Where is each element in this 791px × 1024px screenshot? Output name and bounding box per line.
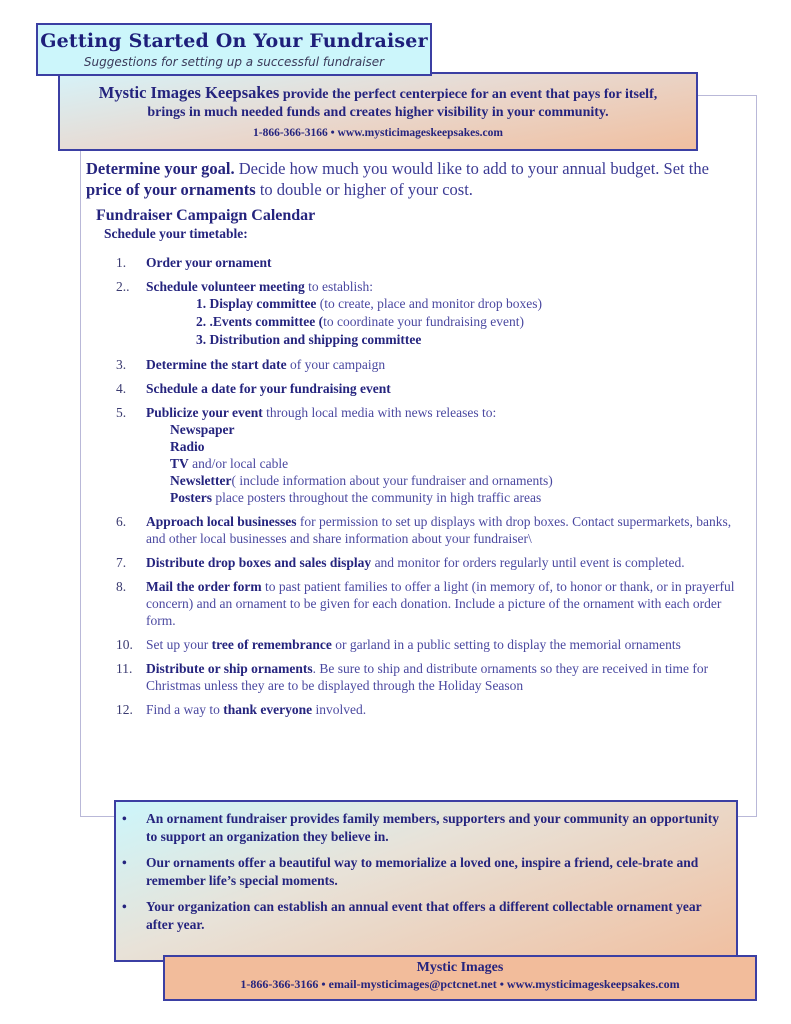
media-name: Newsletter [170, 473, 232, 488]
step-number: 6. [116, 514, 127, 529]
benefit-text: An ornament fundraiser provides family members, supporters and your community an opportunity to support an organization they believe in. [146, 811, 720, 844]
step-text: Find a way to [146, 702, 224, 717]
media-desc: ( include information about your fundraiser and ornaments) [231, 473, 553, 488]
footer-banner [163, 955, 757, 1001]
step-item [110, 578, 746, 629]
benefit-text: Our ornaments offer a beautiful way to memorialize a loved one, inspire a friend, cele-brate and remember life’s special moments. [146, 855, 699, 888]
main-content [86, 158, 746, 725]
step-emphasis: Determine the start date [146, 357, 287, 372]
committee-item [196, 331, 746, 349]
page-title: Getting Started On Your Fundraiser [40, 30, 428, 52]
step-emphasis: Order your ornament [146, 255, 272, 270]
benefit-item [116, 810, 736, 846]
step-number: 11. [116, 661, 133, 676]
intro-line1: provide the perfect centerpiece for an event that pays for itself, [279, 87, 658, 102]
media-name: TV [170, 456, 189, 471]
step-emphasis: thank everyone [223, 702, 313, 717]
step-emphasis: Schedule a date for your fundraising event [146, 381, 391, 396]
goal-text-end: to double or higher of your cost. [255, 180, 473, 199]
committee-item [196, 295, 746, 313]
step-number: 4. [116, 381, 127, 396]
step-item [110, 554, 746, 571]
committee-name: 2. .Events committee ( [196, 314, 324, 329]
step-item [110, 380, 746, 397]
step-emphasis: Distribute drop boxes and sales display [146, 555, 372, 570]
step-text: involved. [312, 702, 367, 717]
step-text: to past patient families to offer a light (in memory of, to honor or thank, or in prayerful concern) and an ornament to be given for each donation. Include a picture of the ornament with each order form. [146, 579, 735, 628]
intro-line2: brings in much needed funds and creates higher visibility in your community. [147, 105, 609, 120]
step-text: . Be sure to ship and distribute ornaments so they are received in time for Christmas unless they are to be displayed through the Holiday Season [146, 661, 709, 693]
step-number: 7. [116, 555, 127, 570]
media-name: Radio [170, 439, 205, 454]
step-item [110, 513, 746, 547]
step-emphasis: Approach local businesses [146, 514, 297, 529]
committee-list [196, 295, 746, 349]
calendar-title: Fundraiser Campaign Calendar [96, 207, 316, 224]
bullet-icon: • [122, 899, 127, 914]
media-desc: place posters throughout the community in high traffic areas [211, 490, 542, 505]
step-number: 3. [116, 357, 127, 372]
step-item [110, 278, 746, 349]
goal-heading: Determine your goal. [86, 159, 235, 178]
committee-name: 3. Distribution and shipping committee [196, 332, 422, 347]
intro-contact [60, 127, 696, 139]
media-item [170, 438, 746, 455]
step-emphasis: tree of remembrance [211, 637, 332, 652]
step-text: for permission to set up displays with drop boxes. Contact supermarkets, banks, and other local businesses and share information about your fundraiser\ [146, 514, 732, 546]
step-number: 12. [116, 702, 133, 717]
committee-item [196, 313, 746, 331]
step-number: 2.. [116, 279, 130, 294]
step-emphasis: Publicize your event [146, 405, 263, 420]
step-item [110, 701, 746, 718]
step-text: Set up your [146, 637, 212, 652]
step-text: and monitor for orders regularly until event is completed. [371, 555, 685, 570]
separator: • [327, 127, 338, 139]
footer-company: Mystic Images [416, 960, 504, 975]
step-emphasis: Schedule volunteer meeting [146, 279, 305, 294]
website-link[interactable]: www.mysticimageskeepsakes.com [337, 127, 503, 139]
step-text: through local media with news releases to: [262, 405, 497, 420]
media-name: Newspaper [170, 422, 235, 437]
footer-contact: 1-866-366-3166 • email-mysticimages@pctcnet.net • www.mysticimageskeepsakes.com [240, 977, 680, 991]
title-banner [36, 23, 432, 76]
step-number: 10. [116, 637, 133, 652]
step-number: 5. [116, 405, 127, 420]
page-subtitle: Suggestions for setting up a successful fundraiser [83, 55, 385, 69]
phone-number: 1-866-366-3166 [253, 127, 328, 139]
benefit-text: Your organization can establish an annual event that offers a different collectable ornament year after year. [146, 899, 702, 932]
bullet-icon: • [122, 811, 127, 826]
committee-desc: (to create, place and monitor drop boxes) [316, 296, 543, 311]
media-item [170, 455, 746, 472]
step-text: of your campaign [286, 357, 386, 372]
media-name: Posters [170, 490, 212, 505]
benefits-list [116, 810, 736, 934]
benefits-box [114, 800, 738, 962]
committee-name: 1. Display committee [196, 296, 317, 311]
benefit-item [116, 854, 736, 890]
goal-paragraph [86, 158, 746, 200]
media-desc: and/or local cable [188, 456, 289, 471]
brand-name: Mystic Images Keepsakes [98, 83, 280, 102]
step-item [110, 636, 746, 653]
bullet-icon: • [122, 855, 127, 870]
step-item [110, 404, 746, 506]
goal-emphasis: price of your ornaments [86, 180, 256, 199]
step-item [110, 356, 746, 373]
calendar-subtitle: Schedule your timetable: [104, 226, 248, 241]
intro-banner [58, 72, 698, 151]
step-list [110, 254, 746, 718]
intro-text [60, 84, 696, 122]
benefit-item [116, 898, 736, 934]
media-list [170, 421, 746, 506]
step-text: or garland in a public setting to display the memorial ornaments [331, 637, 681, 652]
step-number: 8. [116, 579, 127, 594]
step-emphasis: Distribute or ship ornaments [146, 661, 313, 676]
step-emphasis: Mail the order form [146, 579, 262, 594]
step-item [110, 254, 746, 271]
media-item [170, 489, 746, 506]
committee-desc: to coordinate your fundraising event) [323, 314, 525, 329]
goal-text: Decide how much you would like to add to your annual budget. Set the [234, 159, 709, 178]
step-number: 1. [116, 255, 127, 270]
step-item [110, 660, 746, 694]
media-item [170, 421, 746, 438]
media-item [170, 472, 746, 489]
step-text: to establish: [304, 279, 373, 294]
